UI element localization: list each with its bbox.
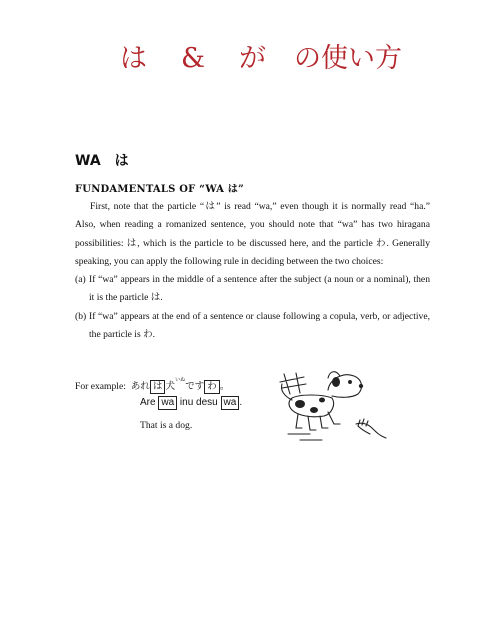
title-ha: は bbox=[120, 43, 147, 74]
boxed-romaji-wa-2: wa bbox=[221, 396, 240, 410]
subheading: FUNDAMENTALS OF “WA は” bbox=[75, 184, 244, 195]
rule-marker: (a) bbox=[75, 274, 86, 286]
body-text bbox=[75, 198, 430, 344]
boxed-romaji-wa-1: wa bbox=[158, 396, 177, 410]
example-jp-mid: です bbox=[185, 381, 205, 392]
example-line-romaji bbox=[140, 396, 242, 410]
rule-text: If “wa” appears at the end of a sentence or clause following a copula, verb, or adjective, the particle is わ. bbox=[89, 310, 430, 341]
example-line-japanese bbox=[75, 378, 229, 394]
rule-item bbox=[75, 308, 430, 345]
romaji-end: . bbox=[239, 397, 243, 408]
section-heading: WA は bbox=[75, 153, 129, 169]
dog-illustration bbox=[270, 368, 390, 458]
romaji-mid: inu desu bbox=[179, 397, 218, 408]
title-rest: の使い方 bbox=[294, 43, 403, 74]
title-ampersand: & bbox=[181, 43, 206, 74]
rule-marker: (b) bbox=[75, 310, 87, 322]
example-label: For example: bbox=[75, 381, 126, 392]
intro-paragraph: First, note that the particle “は” is read “wa,” even though it is normally read “ha.” Also, when reading a romanized sentence, you should note that “wa” has two hiragana possibilities: は, which is the particle to be discussed here, and the particle わ. Generally speaking, you can apply the following rule in deciding between the two choices: bbox=[75, 201, 430, 267]
example-jp-pre: あれ bbox=[130, 381, 150, 392]
example-furigana: いぬ bbox=[175, 378, 186, 383]
page-title bbox=[120, 36, 402, 75]
boxed-particle-ha: は bbox=[150, 380, 166, 394]
boxed-particle-wa: わ bbox=[204, 380, 220, 394]
rule-text: If “wa” appears in the middle of a sentence after the subject (a noun or a nominal), then it is the particle は. bbox=[89, 274, 430, 304]
example-jp-end: 。 bbox=[219, 381, 230, 392]
rule-item bbox=[75, 271, 430, 308]
example-translation: That is a dog. bbox=[140, 420, 193, 431]
example-kanji: 犬 bbox=[165, 381, 176, 392]
romaji-pre: Are bbox=[140, 397, 156, 408]
title-ga: が bbox=[239, 43, 267, 74]
